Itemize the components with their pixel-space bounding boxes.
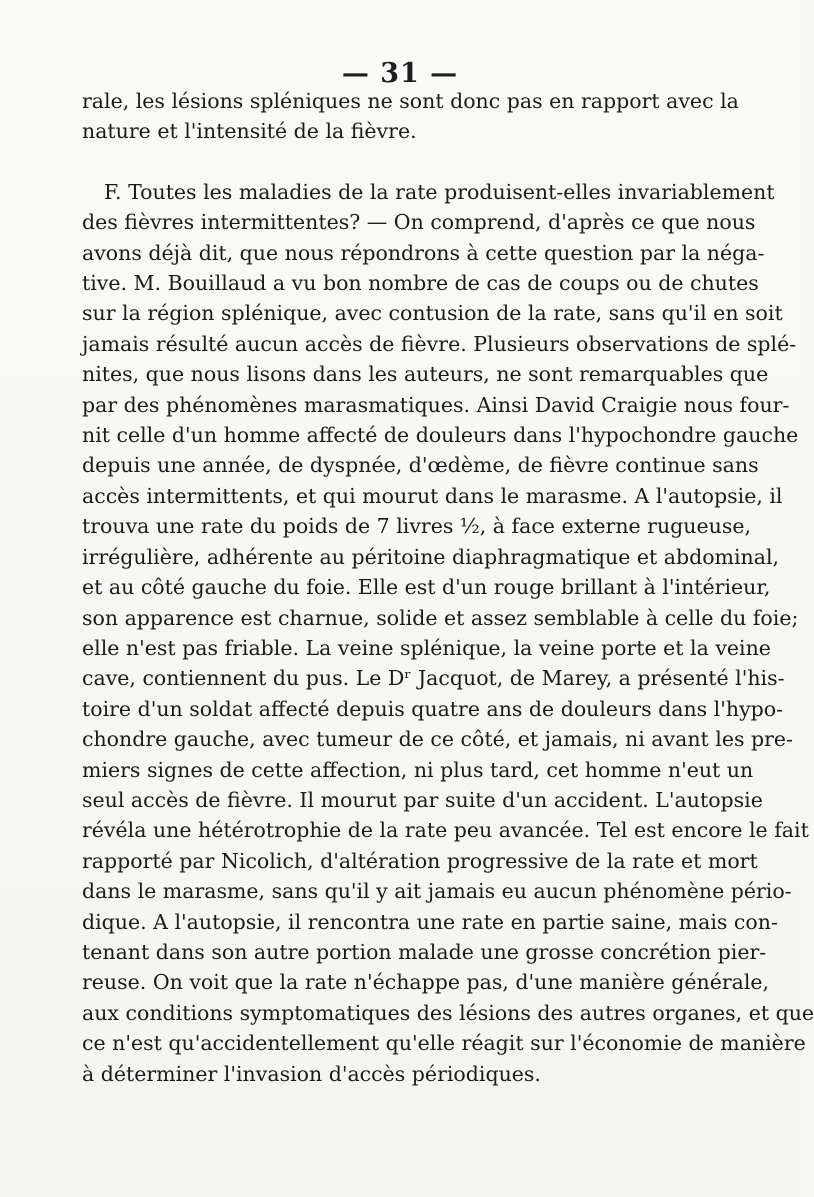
text-line: des fièvres intermittentes? — On comprend, d'après ce que nous <box>82 210 756 235</box>
text-line: tive. M. Bouillaud a vu bon nombre de cas de coups ou de chutes <box>82 271 759 296</box>
text-line: cave, contiennent du pus. Le Dʳ Jacquot, de Marey, a présenté l'his- <box>82 666 785 691</box>
text-line: depuis une année, de dyspnée, d'œdème, de fièvre continue sans <box>82 453 759 478</box>
text-line: avons déjà dit, que nous répondrons à cette question par la néga- <box>82 240 765 265</box>
text-line: nature et l'intensité de la fièvre. <box>82 119 417 144</box>
text-line: trouva une rate du poids de 7 livres ½, à face externe rugueuse, <box>82 514 752 539</box>
text-line: et au côté gauche du foie. Elle est d'un rouge brillant à l'intérieur, <box>82 575 771 600</box>
text-line: sur la région splénique, avec contusion de la rate, sans qu'il en soit <box>82 301 783 326</box>
text-line: son apparence est charnue, solide et assez semblable à celle du foie; <box>82 605 799 630</box>
text-line: nit celle d'un homme affecté de douleurs dans l'hypochondre gauche <box>82 423 799 448</box>
text-line: rale, les lésions spléniques ne sont donc pas en rapport avec la <box>82 89 739 113</box>
text-line: irrégulière, adhérente au péritoine diaphragmatique et abdominal, <box>82 544 780 569</box>
text-line: dique. A l'autopsie, il rencontra une rate en partie saine, mais con- <box>82 909 778 934</box>
text-line: révéla une hétérotrophie de la rate peu avancée. Tel est encore le fait <box>82 818 809 843</box>
text-line: miers signes de cette affection, ni plus tard, cet homme n'eut un <box>82 757 754 782</box>
text-line: jamais résulté aucun accès de fièvre. Plusieurs observations de splé- <box>82 331 797 356</box>
text-line: dans le marasme, sans qu'il y ait jamais eu aucun phénomène pério- <box>82 879 792 904</box>
text-line: aux conditions symptomatiques des lésions des autres organes, et que <box>82 1000 814 1025</box>
text-line: par des phénomènes marasmatiques. Ainsi David Craigie nous four- <box>82 392 790 417</box>
paragraph-1 <box>82 86 739 147</box>
text-line: nites, que nous lisons dans les auteurs, ne sont remarquables que <box>82 362 769 387</box>
paragraph-gap <box>82 147 714 177</box>
text-line: accès intermittents, et qui mourut dans le marasme. A l'autopsie, il <box>82 483 783 508</box>
text-line: elle n'est pas friable. La veine splénique, la veine porte et la veine <box>82 635 771 660</box>
text-line: F. Toutes les maladies de la rate produisent-elles invariablement <box>104 179 775 204</box>
text-line: tenant dans son autre portion malade une grosse concrétion pier- <box>82 939 767 964</box>
text-line: toire d'un soldat affecté depuis quatre ans de douleurs dans l'hypo- <box>82 696 784 721</box>
text-line: chondre gauche, avec tumeur de ce côté, et jamais, ni avant les pre- <box>82 727 793 752</box>
text-line: seul accès de fièvre. Il mourut par suite d'un accident. L'autopsie <box>82 787 763 812</box>
text-line: reuse. On voit que la rate n'échappe pas, d'une manière générale, <box>82 970 770 995</box>
paragraph-2 <box>82 177 814 1089</box>
page-number: — 31 — <box>341 58 459 89</box>
body-text <box>82 86 814 1089</box>
text-line: à déterminer l'invasion d'accès périodiques. <box>82 1061 541 1086</box>
text-line: ce n'est qu'accidentellement qu'elle réagit sur l'économie de manière <box>82 1031 806 1056</box>
text-line: rapporté par Nicolich, d'altération progressive de la rate et mort <box>82 848 758 873</box>
